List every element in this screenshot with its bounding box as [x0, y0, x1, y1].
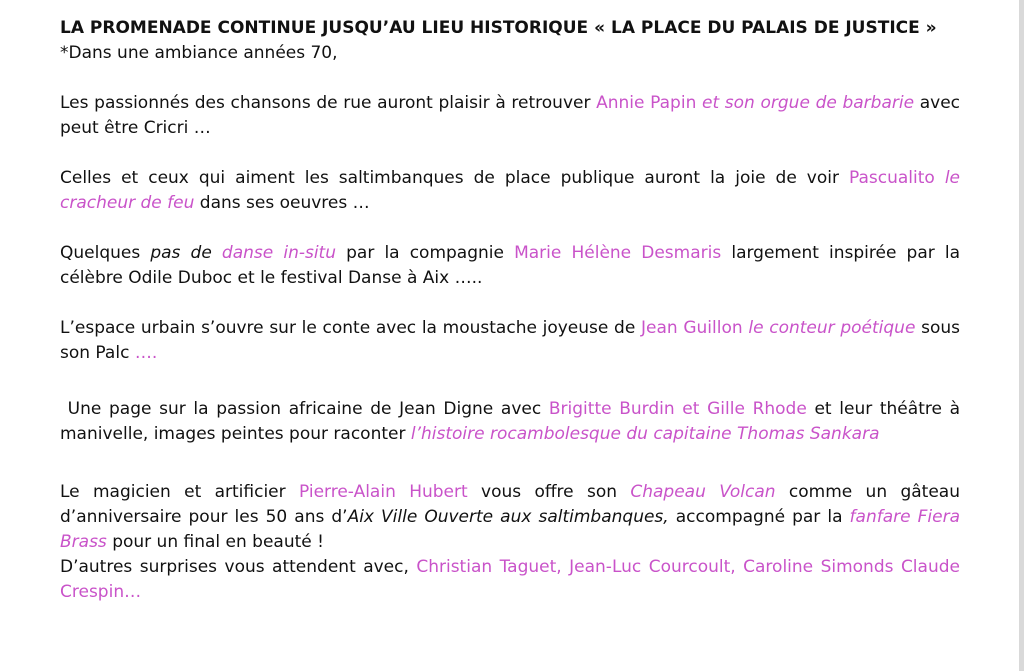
page-edge	[1019, 0, 1024, 671]
text	[212, 243, 222, 263]
performer-name-italic: et son orgue de barbarie	[702, 93, 915, 113]
performer-name-italic: le conteur poétique	[748, 318, 916, 338]
text: D’autres surprises vous attendent avec,	[60, 557, 417, 577]
text: Quelques	[60, 243, 151, 263]
band-name-italic: fanfare Fiera Brass	[60, 507, 960, 552]
intro-line: *Dans une ambiance années 70,	[60, 43, 338, 63]
performer-name: Jean Guillon	[641, 318, 743, 338]
paragraph-jean-guillon	[60, 316, 960, 366]
paragraph-jean-digne	[60, 397, 960, 447]
text-italic: pas de	[150, 243, 212, 263]
text: dans ses oeuvres …	[194, 193, 370, 213]
text: Celles et ceux qui aiment les saltimbanques de place publique auront la joie de voir	[60, 168, 849, 188]
performer-name-italic: le cracheur de feu	[60, 168, 960, 213]
text: largement inspirée par la célèbre Odile Duboc et le festival Danse à Aix …..	[60, 243, 960, 288]
text: L’espace urbain s’ouvre sur le conte avec la moustache joyeuse de	[60, 318, 641, 338]
text: Les passionnés des chansons de rue auront plaisir à retrouver	[60, 93, 597, 113]
text: Une page sur la passion africaine de Jean Digne avec	[60, 399, 549, 419]
text	[935, 168, 945, 188]
paragraph-annie-papin	[60, 91, 960, 141]
section-heading: LA PROMENADE CONTINUE JUSQU’AU LIEU HISTORIQUE « LA PLACE DU PALAIS DE JUSTICE »	[60, 18, 937, 38]
text-italic: Aix Ville Ouverte aux saltimbanques,	[347, 507, 669, 527]
text: et leur théâtre à manivelle, images peintes pour raconter	[60, 399, 961, 444]
performer-name: Pierre-Alain Hubert	[298, 482, 468, 502]
text: avec peut être Cricri …	[60, 93, 961, 138]
show-title-italic: Chapeau Volcan	[630, 482, 776, 502]
text: pour un final en beauté !	[106, 532, 324, 552]
text: accompagné par la	[668, 507, 850, 527]
performer-name: Marie Hélène Desmaris	[514, 243, 722, 263]
performer-name: Pascualito	[848, 168, 935, 188]
story-title-italic: l’histoire rocambolesque du capitaine Thomas Sankara	[410, 424, 880, 444]
paragraph-pierre-alain-hubert	[60, 480, 960, 555]
text: sous son Palc	[60, 318, 960, 363]
text: vous offre son	[467, 482, 631, 502]
performer-name: Brigitte Burdin et Gille Rhode	[548, 399, 807, 419]
event-italic: danse in-situ	[221, 243, 336, 263]
text: comme un gâteau d’anniversaire pour les 50 ans d’	[60, 482, 960, 527]
performer-names: Christian Taguet, Jean-Luc Courcoult, Caroline Simonds Claude Crespin…	[60, 557, 960, 602]
ellipsis: ….	[134, 343, 158, 363]
paragraph-surprises	[60, 555, 960, 605]
document-body	[60, 16, 960, 605]
text: par la compagnie	[336, 243, 515, 263]
paragraph-pascualito	[60, 166, 960, 216]
paragraph-danse	[60, 241, 960, 291]
performer-name: Annie Papin	[596, 93, 697, 113]
text: Le magicien et artificier	[60, 482, 299, 502]
